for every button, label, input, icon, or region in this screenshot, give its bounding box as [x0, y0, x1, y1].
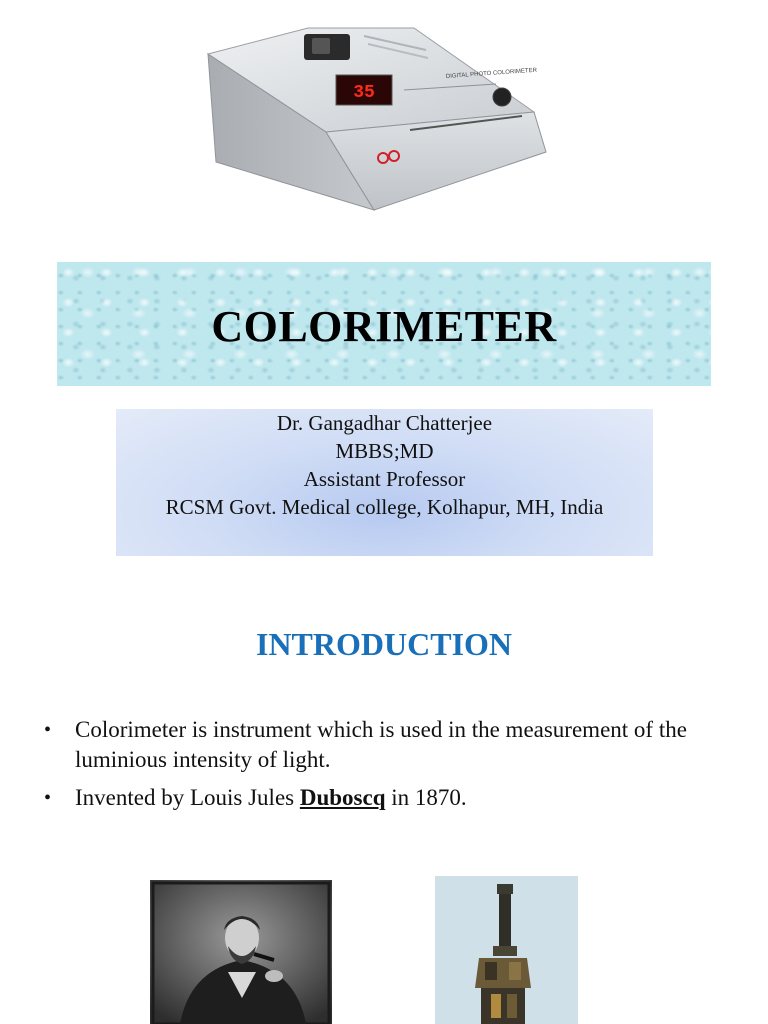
bullet-item: [44, 783, 744, 813]
duboscq-colorimeter-photo-icon: [435, 876, 578, 1024]
bullet-icon: •: [44, 719, 52, 741]
introduction-bullet-list: [44, 715, 744, 821]
colorimeter-device-drawing: [196, 20, 556, 220]
inventor-surname: Duboscq: [299, 785, 386, 810]
bullet-icon: •: [44, 787, 52, 809]
author-name: Dr. Gangadhar Chatterjee: [276, 411, 493, 435]
author-info-box: [116, 409, 653, 556]
title-banner: [57, 262, 711, 386]
display-reading: 35: [353, 83, 375, 103]
author-institution: RCSM Govt. Medical college, Kolhapur, MH, India: [165, 495, 604, 519]
instrument-drawing: [435, 876, 578, 1024]
bullet-item: [44, 715, 744, 775]
panel-label: DIGITAL PHOTO COLORIMETER: [445, 67, 538, 80]
colorimeter-device-image: [196, 20, 556, 220]
author-degree: MBBS;MD: [335, 439, 434, 463]
control-knob: [493, 88, 511, 106]
bullet-text: Colorimeter is instrument which is used in the measurement of the luminious intensity of light.: [75, 717, 687, 772]
portrait-drawing: [150, 880, 332, 1024]
author-title: Assistant Professor: [303, 467, 466, 491]
slide-title: COLORIMETER: [211, 301, 557, 351]
portrait-photo-icon: [150, 880, 332, 1024]
introduction-heading: INTRODUCTION: [255, 626, 513, 662]
bullet-text: [75, 783, 744, 813]
bullet-text-prefix: Invented by Louis Jules: [75, 785, 300, 810]
bullet-text-suffix: in 1870.: [385, 785, 467, 810]
